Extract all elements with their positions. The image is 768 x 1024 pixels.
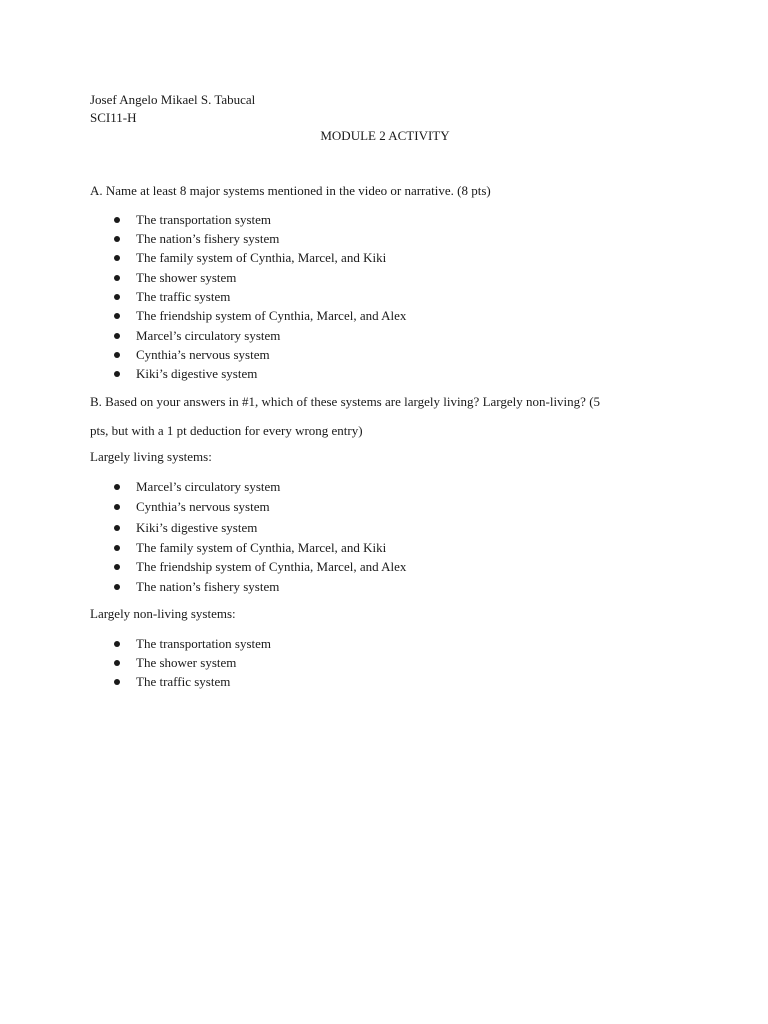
bullet-icon <box>114 352 120 358</box>
bullet-icon <box>114 313 120 319</box>
document-title: MODULE 2 ACTIVITY <box>320 128 450 143</box>
bullet-icon <box>114 294 120 300</box>
bullet-icon <box>114 275 120 281</box>
bullet-icon <box>114 660 120 666</box>
question-b-prompt-line-1: B. Based on your answers in #1, which of these systems are largely living? Largely non-living? (5 <box>90 394 601 409</box>
bullet-icon <box>114 679 120 685</box>
question-a-prompt: A. Name at least 8 major systems mentioned in the video or narrative. (8 pts) <box>90 183 491 198</box>
student-name: Josef Angelo Mikael S. Tabucal <box>90 92 256 107</box>
living-systems-heading: Largely living systems: <box>90 449 212 464</box>
bullet-icon <box>114 255 120 261</box>
section-code: SCI11-H <box>90 110 137 125</box>
bullet-icon <box>114 584 120 590</box>
bullet-icon <box>114 525 120 531</box>
bullet-icon <box>114 333 120 339</box>
bullet-icon <box>114 484 120 490</box>
bullet-icon <box>114 236 120 242</box>
document-page: Josef Angelo Mikael S. Tabucal SCI11-H MODULE 2 ACTIVITY A. Name at least 8 major systems mentioned in the video or narrative. (8 pts) The transportation system The nation’s fishery system The family system of Cynthia, Marcel, and Kiki The shower system The traffic system The friendship system of Cynthia, Marcel, and Alex Marcel’s circulatory system Cynthia’s nervous system Kiki’s digestive system B. Based on your answers in #1, which of these systems are largely living? Largely non-living? (5 pts, but with a 1 pt deduction for every wrong entry) Largely living systems: Marcel’s circulatory system Cynthia’s nervous system Kiki’s digestive system The family system of Cynthia, Marcel, and Kiki The friendship system of Cynthia, Marcel, and Alex The nation’s fishery system Largely non-living systems: The transportation system The shower system The traffic system <box>0 0 768 1024</box>
bullet-icon <box>114 504 120 510</box>
bullet-icon <box>114 371 120 377</box>
bullet-icon <box>114 217 120 223</box>
bullet-icon <box>114 545 120 551</box>
nonliving-systems-heading: Largely non-living systems: <box>90 606 236 621</box>
bullet-icon <box>114 564 120 570</box>
question-b-prompt-line-2: pts, but with a 1 pt deduction for every wrong entry) <box>90 423 363 438</box>
bullet-icon <box>114 641 120 647</box>
